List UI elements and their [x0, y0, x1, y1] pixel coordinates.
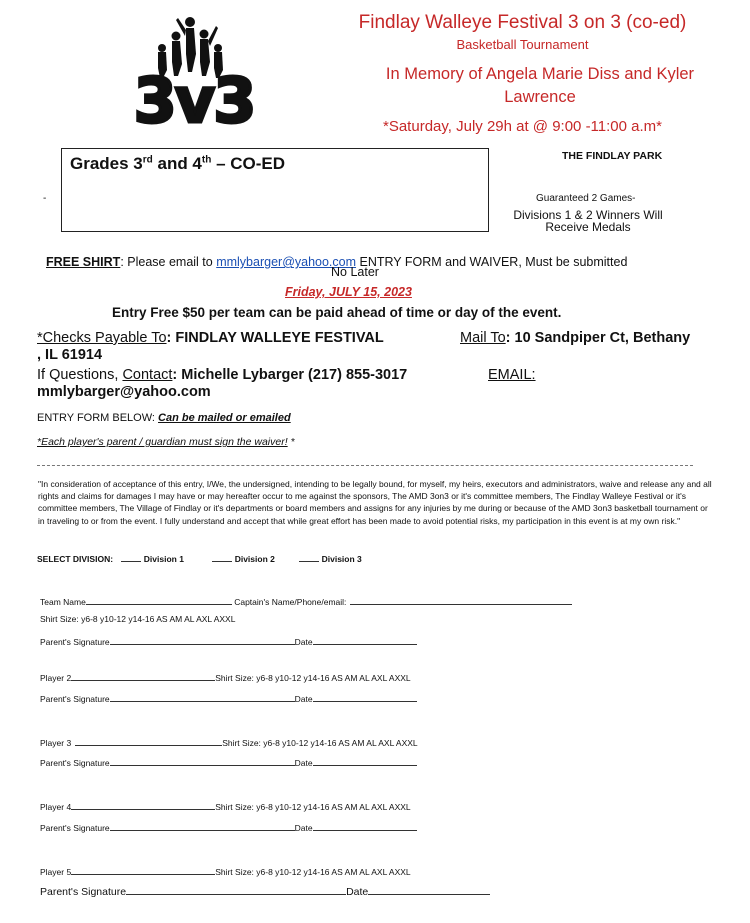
parent-signature-field[interactable]	[110, 691, 295, 702]
division-1-label: Division 1	[143, 554, 184, 564]
contact-email: mmlybarger@yahoo.com	[37, 384, 211, 400]
captain-parent-signature-row: Parent's Signature Date	[40, 634, 417, 647]
player-5-row: Player 5 Shirt Size: y6-8 y10-12 y14-16 AS AM AL AXL AXXL	[40, 864, 411, 877]
date-field[interactable]	[368, 884, 490, 895]
player-3-row: Player 3 Shirt Size: y6-8 y10-12 y14-16 AS AM AL AXL AXXL	[40, 735, 418, 748]
grades-box	[61, 148, 489, 232]
player-3-name-field[interactable]	[75, 735, 222, 746]
mail-to: Mail To: 10 Sandpiper Ct, Bethany	[460, 330, 691, 346]
questions-contact: If Questions, Contact: Michelle Lybarger (217) 855-3017	[37, 367, 408, 383]
player-4-signature-row: Parent's Signature Date	[40, 820, 417, 833]
deadline-text: Friday, JULY 15, 2023	[285, 285, 412, 299]
captain-shirt-size: Shirt Size: y6-8 y10-12 y14-16 AS AM AL AXL AXXL	[40, 614, 236, 624]
entry-fee-text: Entry Free $50 per team can be paid ahead of time or day of the event.	[112, 305, 562, 320]
captain-info-field[interactable]	[350, 594, 572, 605]
player-4-row: Player 4 Shirt Size: y6-8 y10-12 y14-16 AS AM AL AXL AXXL	[40, 799, 411, 812]
player-2-name-field[interactable]	[71, 670, 215, 681]
division-3-blank[interactable]	[299, 551, 319, 562]
event-title: Findlay Walleye Festival 3 on 3 (co-ed)	[358, 12, 687, 33]
parent-signature-field[interactable]	[110, 634, 295, 645]
parent-signature-field[interactable]	[126, 884, 346, 895]
event-subtitle: Basketball Tournament	[456, 37, 589, 52]
grades-heading: Grades 3rd and 4th – CO-ED	[70, 154, 286, 173]
parent-guardian-note: *Each player's parent / guardian must sign the waiver! *	[37, 436, 295, 448]
division-2-blank[interactable]	[212, 551, 232, 562]
mail-city: , IL 61914	[37, 347, 103, 363]
tournament-logo	[106, 14, 282, 134]
free-shirt-line: FREE SHIRT: Please email to mmlybarger@yahoo.com ENTRY FORM and WAIVER, Must be submitted	[46, 255, 628, 269]
team-name-field[interactable]	[86, 594, 232, 605]
player-3-signature-row: Parent's Signature Date	[40, 755, 417, 768]
checks-payable: *Checks Payable To: FINDLAY WALLEYE FESTIVAL	[37, 330, 384, 346]
no-later-text: No Later	[331, 265, 379, 279]
date-field[interactable]	[313, 691, 417, 702]
section-divider	[37, 465, 693, 466]
medals-text: Divisions 1 & 2 Winners Will Receive Medals	[513, 208, 663, 234]
team-row: Team Name Captain's Name/Phone/email:	[40, 594, 572, 607]
player-2-signature-row: Parent's Signature Date	[40, 691, 417, 704]
guarantee-text: Guaranteed 2 Games-	[536, 193, 636, 204]
division-3-label: Division 3	[321, 554, 362, 564]
player-5-signature-row: Parent's Signature Date	[40, 884, 490, 898]
division-select: SELECT DIVISION: Division 1 Division 2 Division 3	[37, 551, 362, 564]
waiver-text: "In consideration of acceptance of this entry, I/We, the undersigned, intending to be legally bound, for myself, my heirs, executors and administrators, waive and release any and all rights and claims for damages I may have or may hereafter occur to me against the sponsors, The AMD 3on3 or it's committee members, The Findlay Walleye Festival or it's committee members, The Village of Findlay or it's departments or board members and assigns for any injuries by me during or because of the AMD 3on3 basketball tournament or in traveling to or from the event. I fully understand and accept that while great effort has been made to avoid potential risks, my participation in this event is at my own risk."	[38, 479, 712, 526]
player-2-row: Player 2 Shirt Size: y6-8 y10-12 y14-16 AS AM AL AXL AXXL	[40, 670, 411, 683]
email-label: EMAIL:	[488, 367, 536, 383]
grades-dash: -	[43, 193, 47, 204]
date-field[interactable]	[313, 755, 417, 766]
parent-signature-field[interactable]	[110, 755, 295, 766]
contact-email-link[interactable]: mmlybarger@yahoo.com	[216, 255, 357, 269]
division-2-label: Division 2	[234, 554, 275, 564]
date-field[interactable]	[313, 634, 417, 645]
entry-form-note: ENTRY FORM BELOW: Can be mailed or emailed	[37, 412, 291, 424]
event-date-time: *Saturday, July 29h at @ 9:00 -11:00 a.m*	[383, 118, 662, 135]
player-5-name-field[interactable]	[71, 864, 215, 875]
player-4-name-field[interactable]	[71, 799, 215, 810]
parent-signature-field[interactable]	[110, 820, 295, 831]
logo-text: 3v3	[133, 64, 255, 134]
memorial-text: In Memory of Angela Marie Diss and Kyler Lawrence	[385, 65, 695, 106]
division-1-blank[interactable]	[121, 551, 141, 562]
location-text: THE FINDLAY PARK	[562, 150, 663, 162]
date-field[interactable]	[313, 820, 417, 831]
